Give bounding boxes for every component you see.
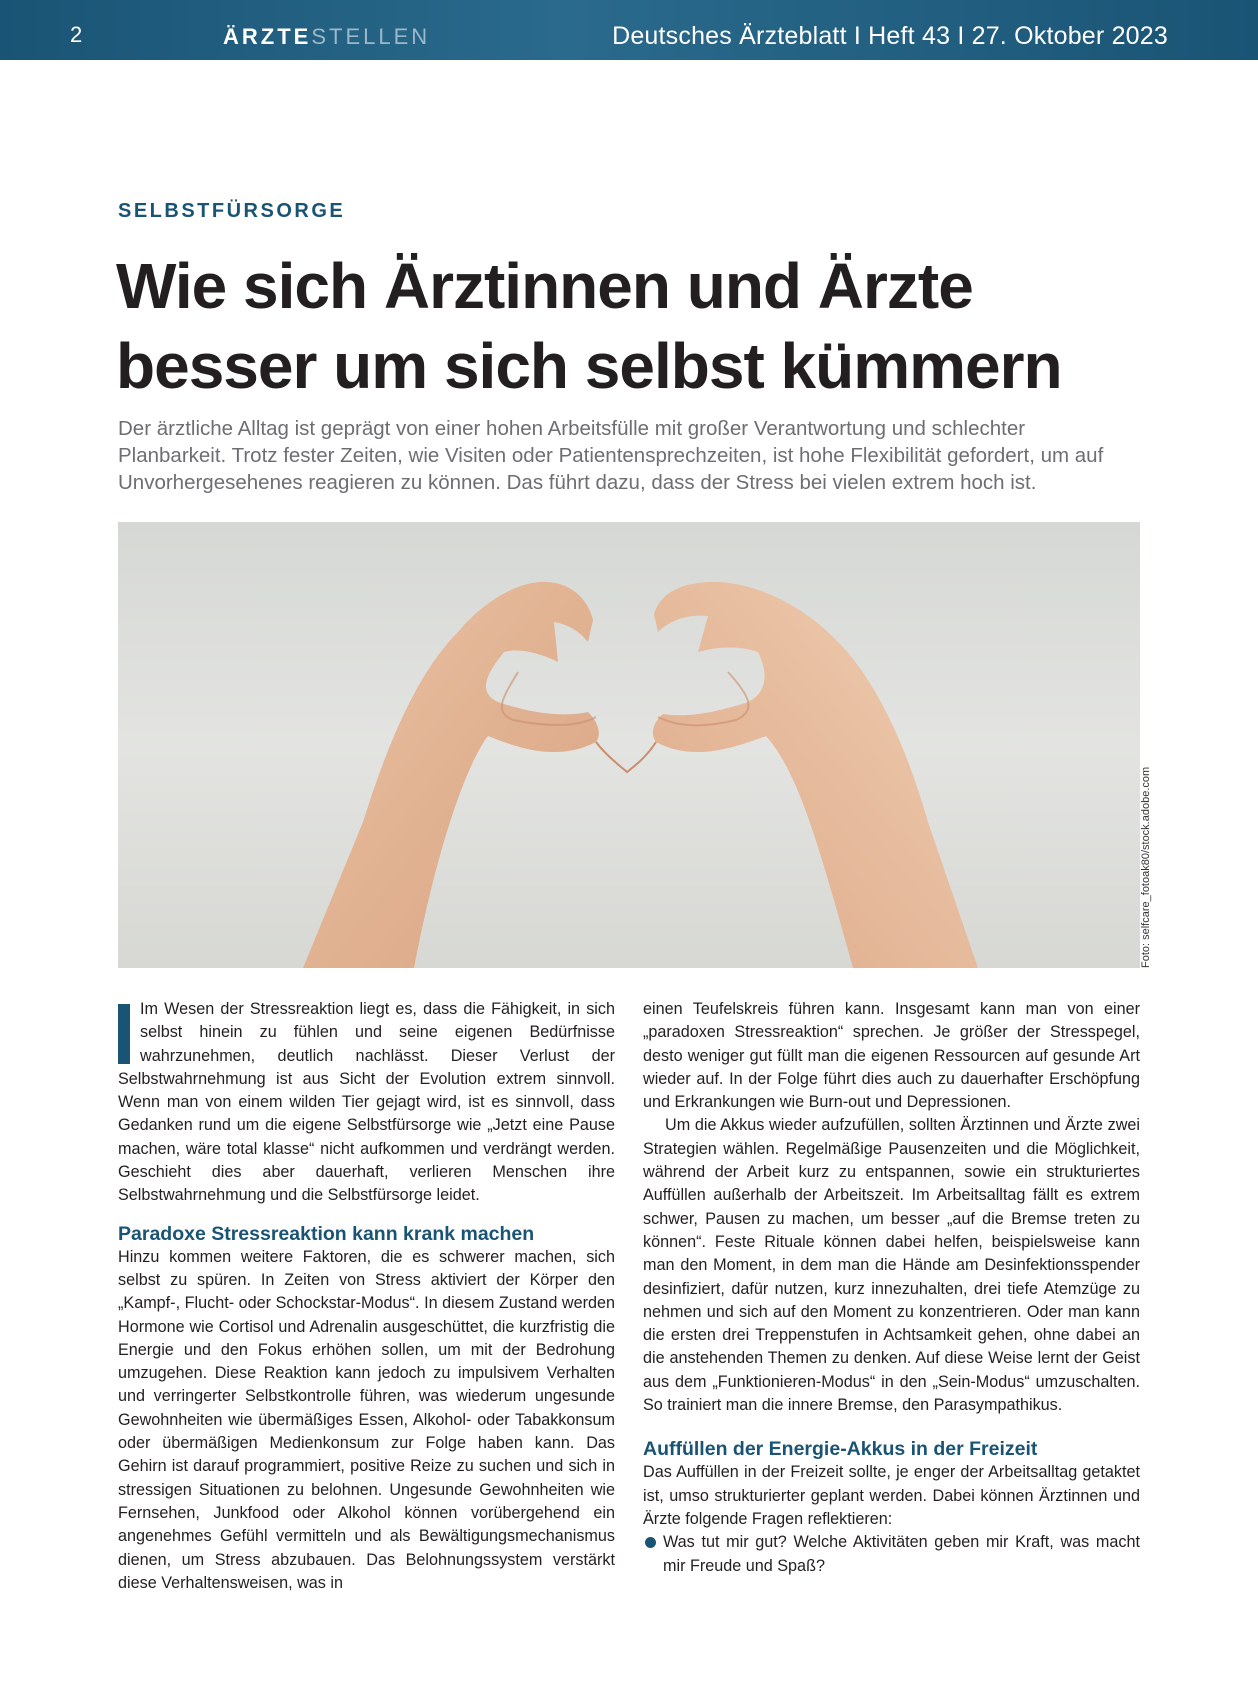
heart-hands-photo	[118, 522, 1140, 968]
page-number: 2	[70, 22, 83, 47]
header-bar	[0, 0, 1258, 60]
paragraph: einen Teufelskreis führen kann. Insgesamt kann man von einer „paradoxen Stressreaktion“ sprechen. Je größer der Stresspegel, desto weniger gut füllt man die eigenen Ressourcen auf gesunde Art wieder auf. In der Folge führt dies auch zu dauerhafter Erschöpfung und Erkrankungen wie Burn-out und Depressionen.	[643, 1000, 1140, 1112]
paragraph: Um die Akkus wieder aufzufüllen, sollten Ärztinnen und Ärzte zwei Strategien wählen. Regelmäßige Pausenzeiten und die Möglichkeit, während der Arbeit kurz zu entspannen, sowie ein strukturiertes Auffüllen außerhalb der Arbeitszeit. Im Arbeitsalltag fällt es extrem schwer, Pausen zu machen, um besser „auf die Bremse treten zu können“. Feste Rituale können dabei helfen, beispielsweise kann man den Moment, in dem man die Hände am Desinfektionsspender desinfiziert, dafür nutzen, kurz innezuhalten, drei tiefe Atemzüge zu nehmen und sich auf den Moment zu konzentrieren. Oder man kann die ersten drei Treppenstufen in Achtsamkeit gehen, ohne dabei an die anstehenden Themen zu denken. Auf diese Weise lernt der Geist aus dem „Funktionieren-Modus“ in den „Sein-Modus“ umzuschalten. So trainiert man die innere Bremse, den Parasympathikus.	[643, 1116, 1140, 1415]
paragraph: Im Wesen der Stressreaktion liegt es, dass die Fähigkeit, in sich selbst hinein zu fühlen und seine eigenen Bedürfnisse wahrzunehmen, deutlich nachlässt. Dieser Verlust der Selbstwahrnehmung ist aus Sicht der Evolution extrem sinnvoll. Wenn man von einem wilden Tier gejagt wird, ist es sinnvoll, dass Gedanken rund um die eigene Selbstfürsorge wie „Jetzt eine Pause machen, wäre total klasse“ nicht aufkommen und verdrängt werden. Geschieht dies aber dauerhaft, verlieren Menschen ihre Selbstwahrnehmung und die Selbstfürsorge leidet.	[118, 1000, 615, 1205]
article-kicker: SELBSTFÜRSORGE	[118, 200, 346, 222]
issue-info: Deutsches Ärzteblatt I Heft 43 I 27. Oktober 2023	[612, 22, 1168, 50]
section-subhead: Paradoxe Stressreaktion kann krank machen	[118, 1222, 535, 1245]
article-lead: Der ärztliche Alltag ist geprägt von einer hohen Arbeitsfülle mit großer Verantwortung und schlechter Planbarkeit. Trotz fester Zeiten, wie Visiten oder Patientensprechzeiten, ist hohe Flexibilität gefordert, um auf Unvorhergesehenes reagieren zu können. Das führt dazu, dass der Stress bei vielen extrem hoch ist.	[118, 417, 1104, 494]
text-column-right	[643, 998, 1140, 1578]
dropcap-bar	[118, 1004, 130, 1064]
article-headline: Wie sich Ärztinnen und Ärzte besser um sich selbst kümmern	[116, 250, 1062, 402]
brand-logo: ÄRZTESTELLEN	[223, 24, 431, 49]
photo-credit: Foto: selfcare_fotoak80/stock.adobe.com	[1140, 766, 1152, 968]
paragraph: Hinzu kommen weitere Faktoren, die es schwerer machen, sich selbst zu spüren. In Zeiten von Stress aktiviert der Körper den „Kampf-, Flucht- oder Schockstar-Modus“. In diesem Zustand werden Hormone wie Cortisol und Adrenalin ausgeschüttet, die kurzfristig die Energie und den Fokus erhöhen sollen, um mit der Bedrohung umzugehen. Diese Reaktion kann jedoch zu impulsivem Verhalten und verringerter Selbstkontrolle führen, was wiederum ungesunde Gewohnheiten wie übermäßiges Essen, Alkohol- oder Tabakkonsum oder übermäßigen Medienkonsum zur Folge haben kann. Das Gehirn ist darauf programmiert, positive Reize zu suchen und sich in stressigen Situationen zu belohnen. Ungesunde Gewohnheiten wie Fernsehen, Junkfood oder Alkohol können vorübergehend ein angenehmes Gefühl vermitteln und als Bewältigungsmechanismus dienen, um Stress abzubauen. Das Belohnungssystem verstärkt diese Verhaltensweisen, was in	[118, 1247, 615, 1592]
text-column-left	[118, 998, 615, 1595]
paragraph: Das Auffüllen in der Freizeit sollte, je enger der Arbeitsalltag getaktet ist, umso strukturierter geplant werden. Dabei können Ärztinnen und Ärzte folgende Fragen reflektieren:	[643, 1463, 1140, 1528]
section-subhead: Auffüllen der Energie-Akkus in der Freizeit	[643, 1438, 1038, 1461]
bullet-item: Was tut mir gut? Welche Aktivitäten geben mir Kraft, was macht mir Freude und Spaß?	[643, 1531, 1140, 1578]
